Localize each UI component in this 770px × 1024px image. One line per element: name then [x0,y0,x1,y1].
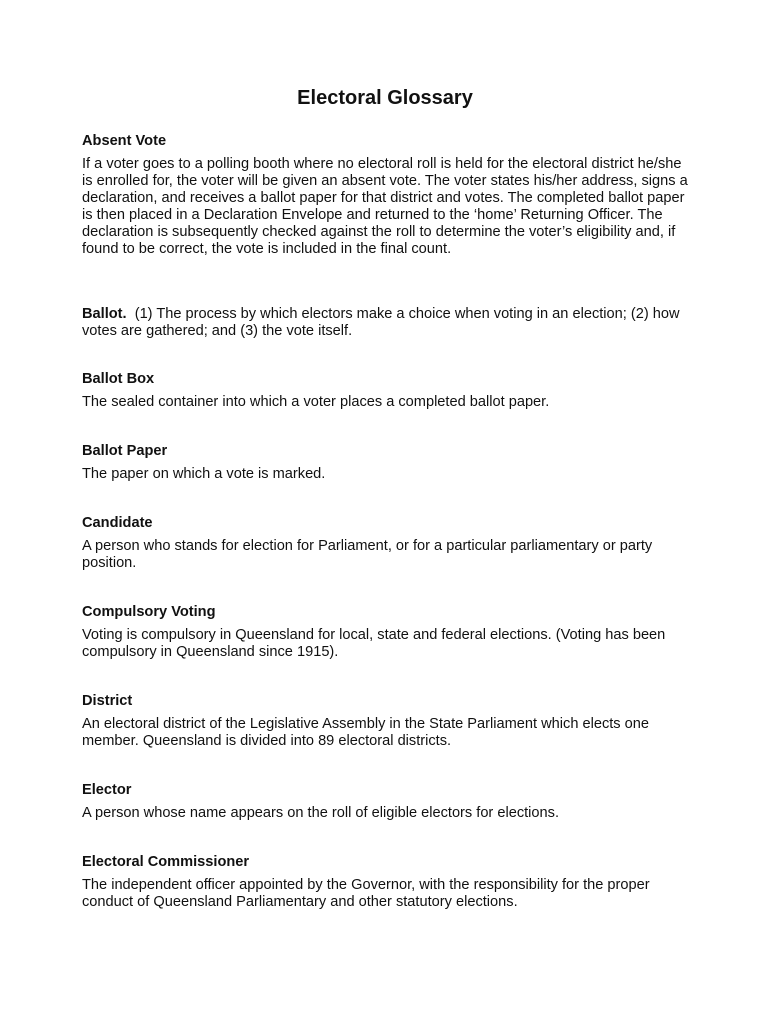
entry-term: Ballot. [82,306,127,322]
glossary-entry-ballot-paper [82,442,694,483]
entry-term: Electoral Commissioner [82,854,250,870]
entry-definition: The independent officer appointed by the Governor, with the responsibility for the proper conduct of Queensland Parliamentary and other statutory elections. [82,877,650,910]
entry-definition: An electoral district of the Legislative Assembly in the State Parliament which elects one member. Queensland is divided into 89 electoral districts. [82,716,650,749]
entry-term: Elector [82,782,132,798]
glossary-entry-elector [82,781,694,822]
entry-paragraph [82,306,694,340]
entry-definition: The paper on which a vote is marked. [82,466,326,482]
glossary-entry-compulsory-voting [82,603,694,661]
glossary-entry-absent-vote [82,132,694,258]
entry-definition: If a voter goes to a polling booth where no electoral roll is held for the electoral district he/she is enrolled for, the voter will be given an absent vote. The voter states his/her address, signs a declaration, and receives a ballot paper for that district and votes. The completed ballot paper is then placed in a Declaration Envelope and returned to the ‘home’ Returning Officer. The declaration is subsequently checked against the roll to determine the voter’s eligibility and, if found to be correct, the vote is included in the final count. [82,156,688,257]
entry-definition: A person who stands for election for Parliament, or for a particular parliamentary or party position. [82,538,653,571]
page-title: Electoral Glossary [297,87,473,109]
glossary-entry-ballot-box [82,370,694,411]
entry-definition: The sealed container into which a voter places a completed ballot paper. [82,394,550,410]
entry-definition: Voting is compulsory in Queensland for local, state and federal elections. (Voting has been compulsory in Queensland since 1915). [82,627,666,660]
entry-definition: (1) The process by which electors make a choice when voting in an election; (2) how votes are gathered; and (3) the vote itself. [82,306,680,339]
entry-definition: A person whose name appears on the roll of eligible electors for elections. [82,805,560,821]
entry-term: District [82,693,133,709]
glossary-entry-district [82,692,694,750]
entry-term: Absent Vote [82,133,167,149]
glossary-entry-electoral-commissioner [82,853,694,911]
entry-term: Ballot Paper [82,443,168,459]
glossary-entry-ballot [82,306,694,340]
entry-term: Compulsory Voting [82,604,216,620]
entry-term: Ballot Box [82,371,155,387]
entry-term: Candidate [82,515,153,531]
glossary-entry-candidate [82,514,694,572]
